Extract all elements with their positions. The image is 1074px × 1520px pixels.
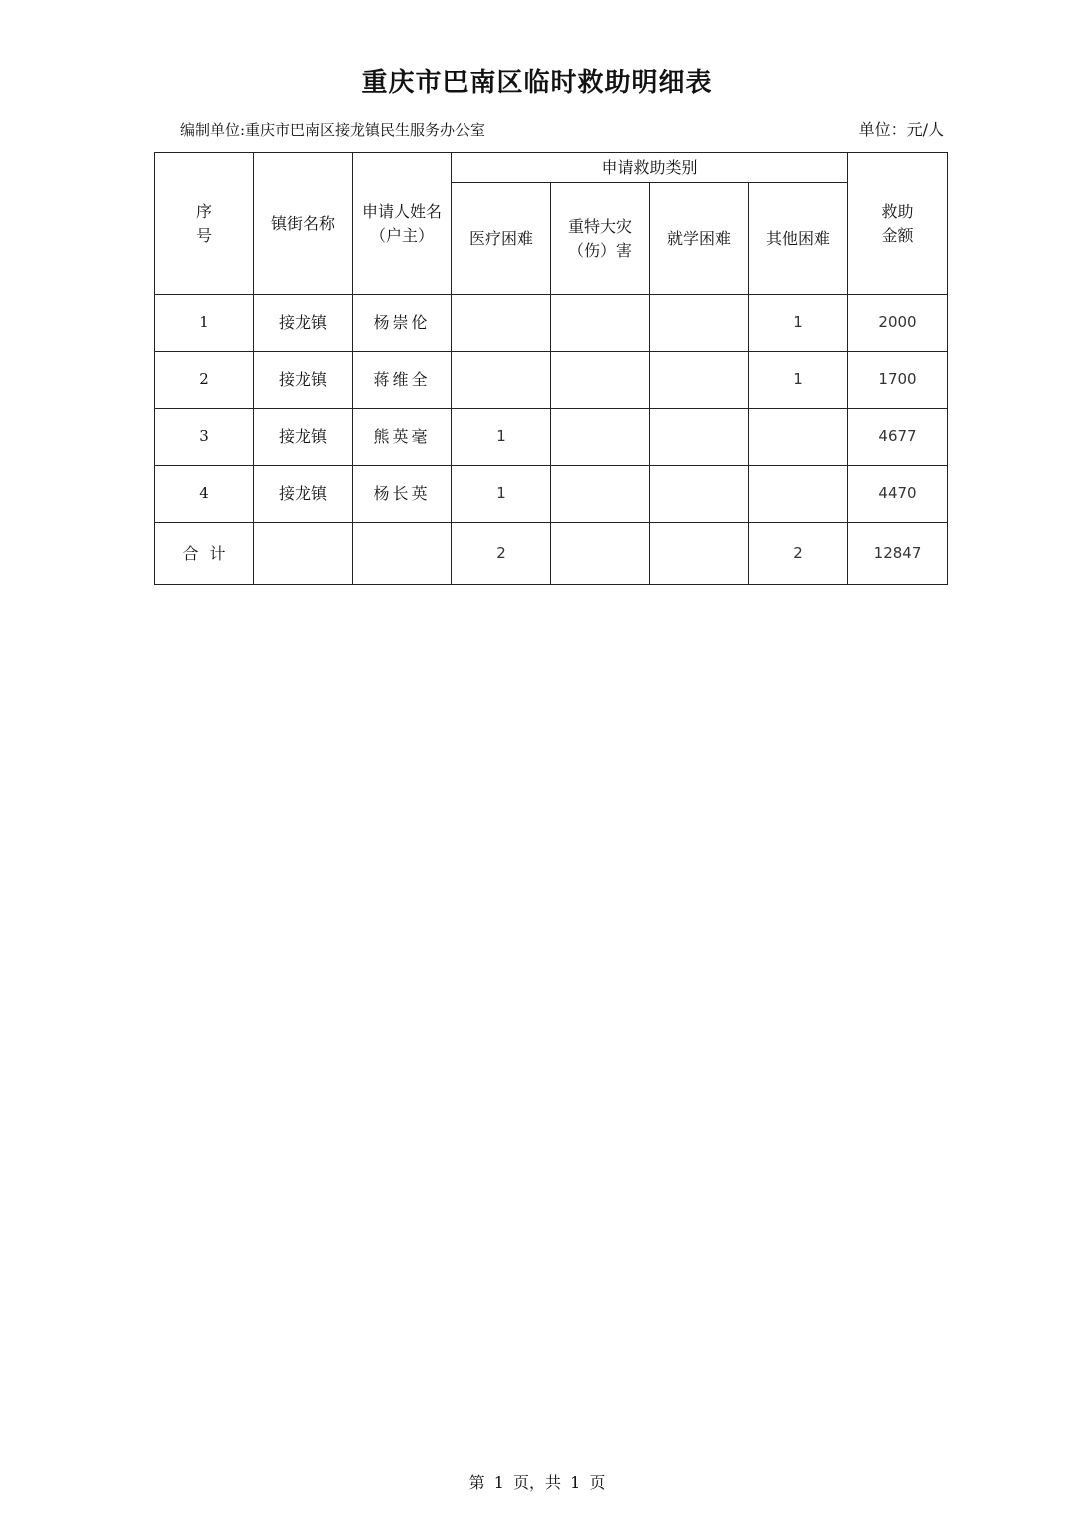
cell-name: 杨崇伦 [353, 295, 452, 352]
cell-other [749, 466, 848, 523]
header-amount [848, 153, 948, 295]
cell-amount: 4677 [848, 409, 948, 466]
compiler-unit: 编制单位:重庆市巴南区接龙镇民生服务办公室 [180, 121, 486, 139]
cell-medical: 1 [452, 409, 551, 466]
cell-amount: 4470 [848, 466, 948, 523]
cell-other: 1 [749, 295, 848, 352]
header-applicant [353, 153, 452, 295]
table-row [155, 295, 948, 352]
cell-name: 熊英毫 [353, 409, 452, 466]
cell-other [749, 409, 848, 466]
cell-medical: 1 [452, 466, 551, 523]
relief-detail-table [154, 152, 948, 585]
cell-other: 1 [749, 352, 848, 409]
header-applicant-line2: （户主） [369, 225, 434, 245]
header-disaster [551, 183, 650, 295]
total-education [650, 523, 749, 585]
currency-unit: 单位：元/人 [858, 120, 944, 139]
cell-disaster [551, 409, 650, 466]
header-medical: 医疗困难 [452, 183, 551, 295]
cell-education [650, 352, 749, 409]
cell-disaster [551, 466, 650, 523]
header-amount-line1: 救助 [881, 202, 914, 222]
header-disaster-line2: （伤）害 [567, 240, 632, 260]
cell-disaster [551, 352, 650, 409]
cell-seq: 3 [155, 409, 254, 466]
cell-town: 接龙镇 [254, 352, 353, 409]
cell-medical [452, 352, 551, 409]
table-row [155, 352, 948, 409]
cell-education [650, 295, 749, 352]
total-amount: 12847 [848, 523, 948, 585]
table-row [155, 409, 948, 466]
total-label: 合 计 [155, 523, 254, 585]
table-row [155, 466, 948, 523]
total-other: 2 [749, 523, 848, 585]
cell-amount: 2000 [848, 295, 948, 352]
header-seq-line1: 序 [195, 202, 212, 222]
total-town [254, 523, 353, 585]
cell-name: 杨长英 [353, 466, 452, 523]
header-education: 就学困难 [650, 183, 749, 295]
total-name [353, 523, 452, 585]
cell-name: 蒋维全 [353, 352, 452, 409]
header-town: 镇街名称 [254, 153, 353, 295]
cell-seq: 2 [155, 352, 254, 409]
cell-seq: 4 [155, 466, 254, 523]
cell-disaster [551, 295, 650, 352]
cell-amount: 1700 [848, 352, 948, 409]
cell-medical [452, 295, 551, 352]
header-seq [155, 153, 254, 295]
header-seq-line2: 号 [195, 225, 212, 245]
cell-town: 接龙镇 [254, 466, 353, 523]
header-other: 其他困难 [749, 183, 848, 295]
cell-seq: 1 [155, 295, 254, 352]
table-header [155, 153, 948, 295]
cell-town: 接龙镇 [254, 295, 353, 352]
cell-town: 接龙镇 [254, 409, 353, 466]
header-applicant-line1: 申请人姓名 [361, 202, 442, 222]
table-body [155, 295, 948, 585]
cell-education [650, 466, 749, 523]
total-row [155, 523, 948, 585]
page-title: 重庆市巴南区临时救助明细表 [361, 68, 713, 98]
header-amount-line2: 金额 [881, 225, 914, 245]
cell-education [650, 409, 749, 466]
header-disaster-line1: 重特大灾 [567, 217, 632, 237]
total-medical: 2 [452, 523, 551, 585]
page-footer: 第 1 页，共 1 页 [468, 1473, 606, 1492]
total-disaster [551, 523, 650, 585]
header-category-group: 申请救助类别 [452, 153, 848, 183]
